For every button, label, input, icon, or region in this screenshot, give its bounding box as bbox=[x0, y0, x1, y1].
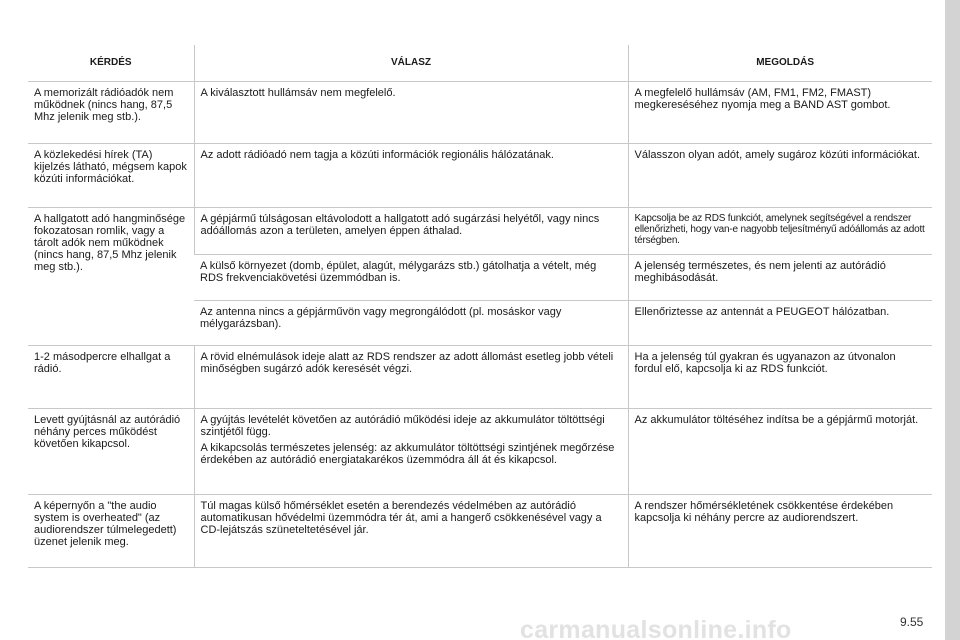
page-number: 9.55 bbox=[900, 615, 924, 629]
solution-cell: A rendszer hőmérsékletének csökkentése érdekében kapcsolja ki néhány percre az audiorendszert. bbox=[628, 495, 932, 568]
solution-cell: Ellenőriztesse az antennát a PEUGEOT hálózatban. bbox=[628, 301, 932, 346]
table-header-row bbox=[28, 45, 932, 82]
solution-cell: Az akkumulátor töltéséhez indítsa be a gépjármű motorját. bbox=[628, 409, 932, 495]
header-question: KÉRDÉS bbox=[28, 45, 194, 82]
table-row bbox=[28, 144, 932, 208]
answer-cell: A gépjármű túlságosan eltávolodott a hallgatott adó sugárzási helyétől, vagy nincs adóállomás azon a területen, amelyen éppen áthalad. bbox=[194, 208, 628, 255]
question-cell: A hallgatott adó hangminősége fokozatosan romlik, vagy a tárolt adók nem működnek (nincs hang, 87,5 Mhz jelenik meg stb.). bbox=[28, 208, 194, 346]
question-cell: Levett gyújtásnál az autórádió néhány perces működést követően kikapcsol. bbox=[28, 409, 194, 495]
solution-cell: Válasszon olyan adót, amely sugároz közúti információkat. bbox=[628, 144, 932, 208]
question-cell: A memorizált rádióadók nem működnek (nincs hang, 87,5 Mhz jelenik meg stb.). bbox=[28, 82, 194, 144]
answer-cell: Az adott rádióadó nem tagja a közúti információk regionális hálózatának. bbox=[194, 144, 628, 208]
solution-cell: Kapcsolja be az RDS funkciót, amelynek segítségével a rendszer ellenőrizheti, hogy van-e nagyobb teljesítményű adóállomás az adott térségben. bbox=[628, 208, 932, 255]
page-edge-bar bbox=[945, 0, 960, 640]
solution-cell: Ha a jelenség túl gyakran és ugyanazon az útvonalon fordul elő, kapcsolja ki az RDS funkciót. bbox=[628, 346, 932, 409]
table-row bbox=[28, 346, 932, 409]
answer-cell: A külső környezet (domb, épület, alagút, mélygarázs stb.) gátolhatja a vételt, még RDS frekvenciakövetési üzemmódban is. bbox=[194, 255, 628, 301]
solution-cell: A megfelelő hullámsáv (AM, FM1, FM2, FMAST) megkereséséhez nyomja meg a BAND AST gombot. bbox=[628, 82, 932, 144]
question-cell: A képernyőn a "the audio system is overheated" (az audiorendszer túlmelegedett) üzenet jelenik meg. bbox=[28, 495, 194, 568]
table-row bbox=[28, 409, 932, 495]
header-answer: VÁLASZ bbox=[194, 45, 628, 82]
table-row bbox=[28, 82, 932, 144]
answer-paragraph: A kikapcsolás természetes jelenség: az akkumulátor töltöttségi szintjének megőrzése érdekében az autórádió energiatakarékos üzemmódra áll át és kikapcsol. bbox=[200, 442, 615, 466]
answer-cell: Az antenna nincs a gépjárművön vagy megrongálódott (pl. mosáskor vagy mélygarázsban). bbox=[194, 301, 628, 346]
answer-cell bbox=[194, 409, 628, 495]
answer-cell: A kiválasztott hullámsáv nem megfelelő. bbox=[194, 82, 628, 144]
watermark: carmanualsonline.info bbox=[520, 616, 792, 640]
solution-cell: A jelenség természetes, és nem jelenti az autórádió meghibásodását. bbox=[628, 255, 932, 301]
table-row bbox=[28, 208, 932, 255]
table-row bbox=[28, 495, 932, 568]
question-cell: A közlekedési hírek (TA) kijelzés látható, mégsem kapok közúti információkat. bbox=[28, 144, 194, 208]
faq-table bbox=[28, 45, 932, 568]
answer-cell: A rövid elnémulások ideje alatt az RDS rendszer az adott állomást esetleg jobb vételi minőségben sugárzó adók keresését végzi. bbox=[194, 346, 628, 409]
answer-paragraph: A gyújtás levételét követően az autórádió működési ideje az akkumulátor töltöttségi szintjétől függ. bbox=[200, 414, 605, 438]
question-cell: 1-2 másodpercre elhallgat a rádió. bbox=[28, 346, 194, 409]
answer-cell: Túl magas külső hőmérséklet esetén a berendezés védelmében az autórádió automatikusan hővédelmi üzemmódra tér át, ami a hangerő csökkenésével vagy a CD-lejátszás szüneteltetésével jár. bbox=[194, 495, 628, 568]
header-solution: MEGOLDÁS bbox=[628, 45, 932, 82]
